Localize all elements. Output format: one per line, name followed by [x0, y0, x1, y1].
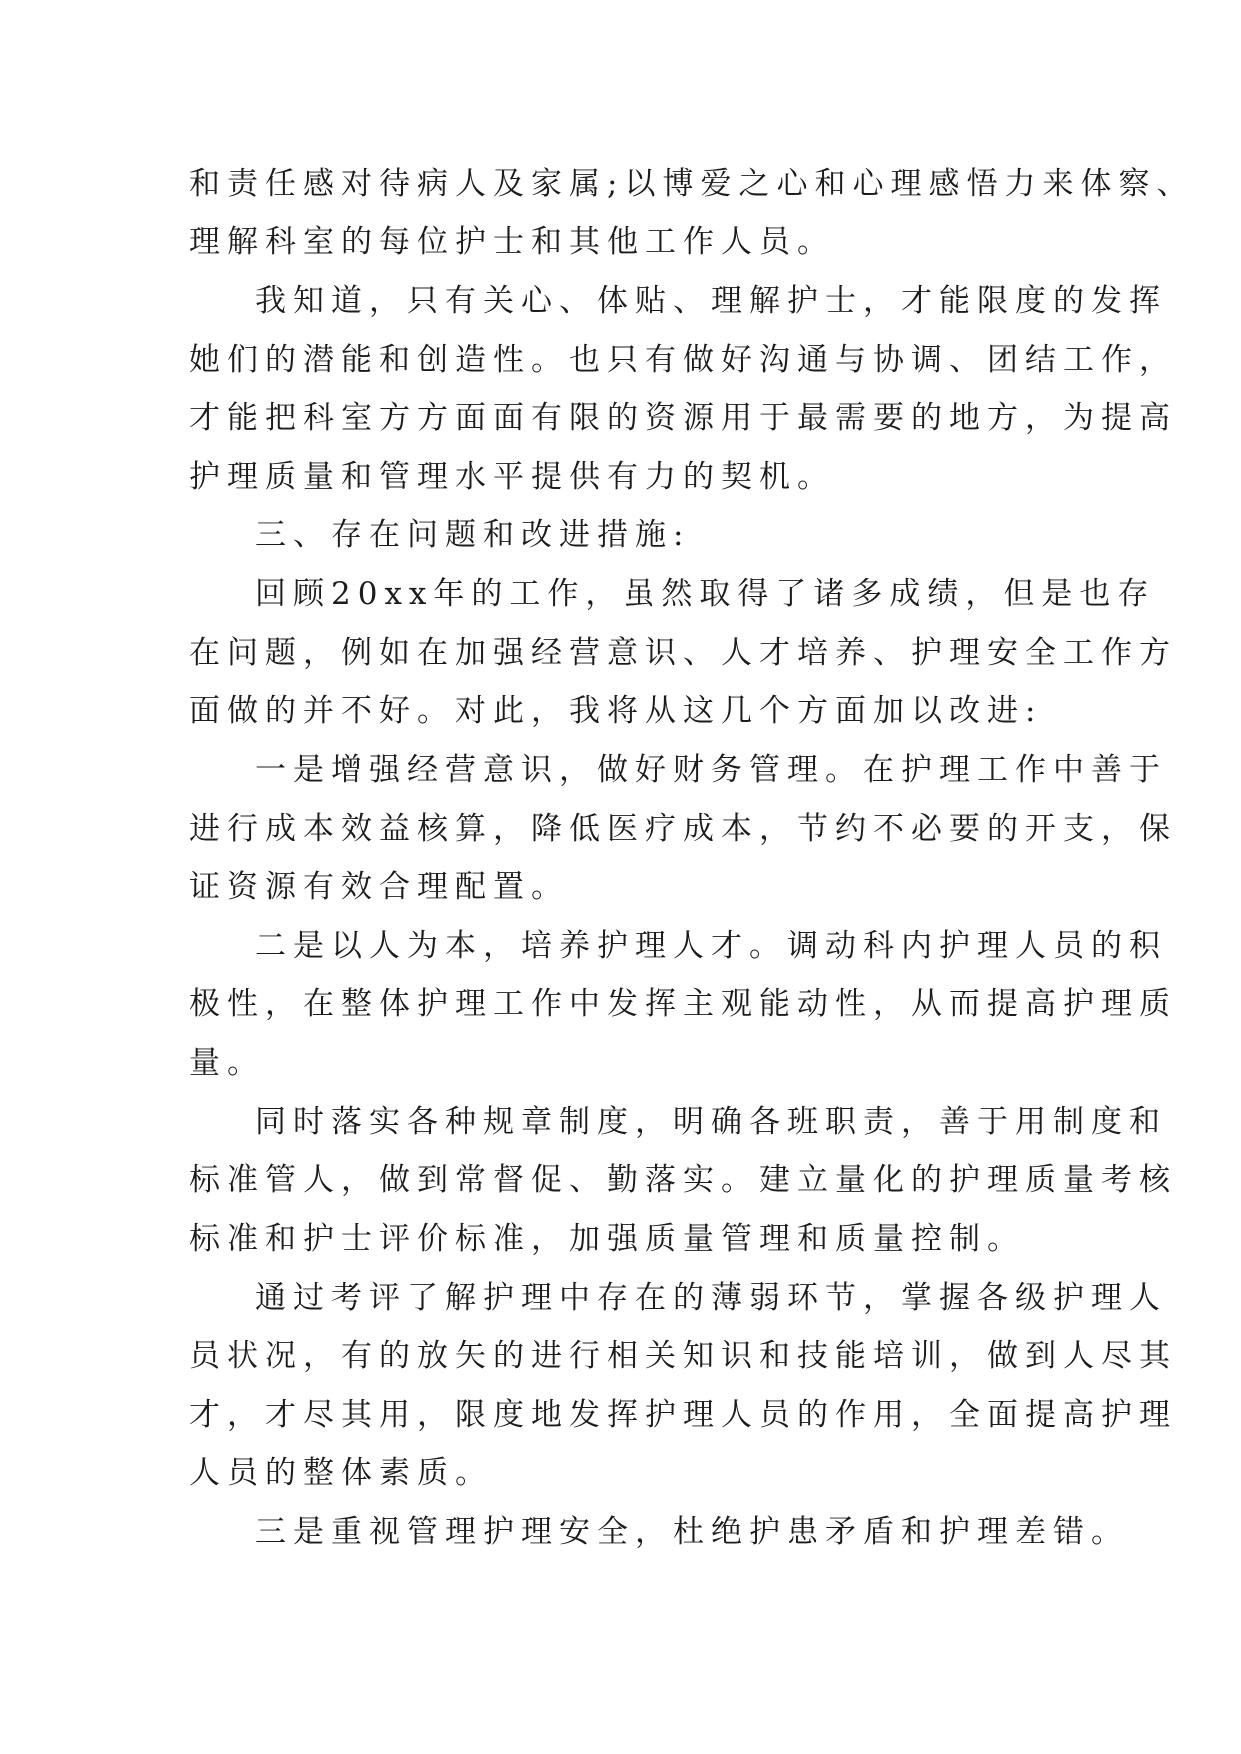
text-line: 面做的并不好。对此，我将从这几个方面加以改进: [189, 693, 1043, 729]
paragraph-start-line: 通过考评了解护理中存在的薄弱环节，掌握各级护理人 [255, 1280, 1167, 1316]
paragraph-start-line: 二是以人为本，培养护理人才。调动科内护理人员的积 [255, 928, 1167, 964]
text-line: 和责任感对待病人及家属;以博爱之心和心理感悟力来体察、 [189, 166, 1195, 202]
paragraph-start-line: 同时落实各种规章制度，明确各班职责，善于用制度和 [255, 1104, 1167, 1140]
paragraph-start-line: 三是重视管理护理安全，杜绝护患矛盾和护理差错。 [255, 1514, 1129, 1550]
text-line: 标准和护士评价标准，加强质量管理和质量控制。 [189, 1221, 1025, 1257]
text-line: 标准管人，做到常督促、勤落实。建立量化的护理质量考核 [189, 1162, 1177, 1198]
text-line: 进行成本效益核算，降低医疗成本，节约不必要的开支，保 [189, 811, 1177, 847]
text-line: 她们的潜能和创造性。也只有做好沟通与协调、团结工作， [189, 342, 1177, 378]
text-line: 量。 [189, 1045, 265, 1081]
text-line: 护理质量和管理水平提供有力的契机。 [189, 459, 835, 495]
text-line: 才能把科室方方面面有限的资源用于最需要的地方，为提高 [189, 400, 1177, 436]
text-line: 才，才尽其用，限度地发挥护理人员的作用，全面提高护理 [189, 1397, 1177, 1433]
paragraph-start-line: 一是增强经营意识，做好财务管理。在护理工作中善于 [255, 752, 1167, 788]
section-heading: 三、存在问题和改进措施: [255, 517, 691, 553]
paragraph-start-line: 我知道，只有关心、体贴、理解护士，才能限度的发挥 [255, 283, 1167, 319]
text-line: 员状况，有的放矢的进行相关知识和技能培训，做到人尽其 [189, 1338, 1177, 1374]
text-line: 理解科室的每位护士和其他工作人员。 [189, 224, 835, 260]
text-line: 极性，在整体护理工作中发挥主观能动性，从而提高护理质 [189, 986, 1177, 1022]
text-line: 人员的整体素质。 [189, 1455, 493, 1491]
text-line: 在问题，例如在加强经营意识、人才培养、护理安全工作方 [189, 635, 1177, 671]
paragraph-start-line: 回顾20xx年的工作，虽然取得了诸多成绩，但是也存 [255, 576, 1156, 612]
text-line: 证资源有效合理配置。 [189, 869, 569, 905]
